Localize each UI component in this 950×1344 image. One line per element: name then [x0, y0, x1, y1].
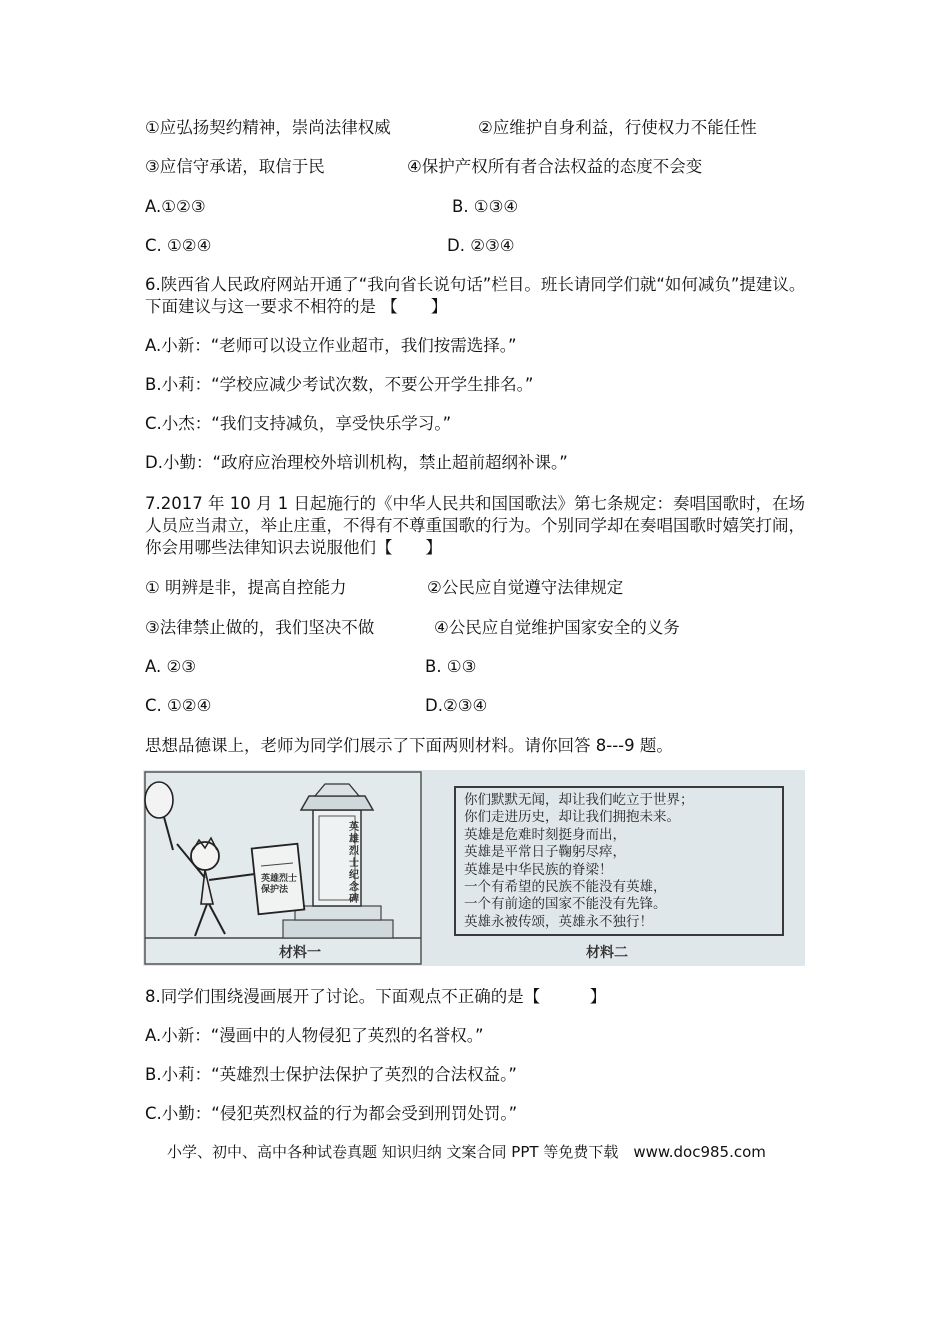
q6-choice-a: A.小新：“老师可以设立作业超市，我们按需选择。”	[145, 336, 517, 355]
q6-stem: 6.陕西省人民政府网站开通了“我向省长说句话”栏目。班长请同学们就“如何减负”提建议。下面建议与这一要求不相符的是 【 】	[145, 275, 806, 316]
q8-stem: 8.同学们围绕漫画展开了讨论。下面观点不正确的是【 】	[145, 987, 607, 1006]
law-book-label: 英雄烈士保护法	[261, 874, 298, 895]
page-footer: 小学、初中、高中各种试卷真题 知识归纳 文案合同 PPT 等免费下载 www.doc985.com	[167, 1143, 766, 1161]
material-figure	[143, 770, 805, 966]
cartoon-drawing	[143, 770, 423, 966]
q8-choice-b: B.小莉：“英雄烈士保护法保护了英烈的合法权益。”	[145, 1065, 517, 1084]
q5-choice-c: C. ①②④	[145, 236, 212, 255]
poem-line: 英雄是平常日子鞠躬尽瘁，	[464, 844, 626, 861]
q7-options-row1	[145, 577, 624, 599]
q7-stem: 7.2017 年 10 月 1 日起施行的《中华人民共和国国歌法》第七条规定：奏唱国歌时，在场人员应当肃立，举止庄重，不得有不尊重国歌的行为。个别同学却在奏唱国歌时嬉笑打闹，你会用哪些法律知识去说服他们【 】	[145, 494, 805, 557]
q7-choices-row2	[145, 695, 488, 717]
q8-choice-c: C.小勤：“侵犯英烈权益的行为都会受到刑罚处罚。”	[145, 1104, 518, 1123]
poem-panel	[436, 770, 805, 966]
q5-option-1: ①应弘扬契约精神，崇尚法律权威	[145, 118, 391, 137]
q7-choice-b: B. ①③	[425, 657, 477, 676]
q5-choices-row1	[145, 196, 519, 218]
poem-line: 一个有前途的国家不能没有先锋。	[464, 896, 667, 913]
poem-line: 一个有希望的民族不能没有英雄，	[464, 879, 667, 896]
cartoon-panel	[143, 770, 423, 966]
q6-choice-d: D.小勤：“政府应治理校外培训机构，禁止超前超纲补课。”	[145, 453, 568, 472]
q5-choices-row2	[145, 235, 515, 257]
q7-option-3: ③法律禁止做的，我们坚决不做	[145, 618, 375, 637]
q5-options-row2	[145, 156, 703, 178]
q8-choice-a: A.小新：“漫画中的人物侵犯了英烈的名誉权。”	[145, 1026, 484, 1045]
poem-line: 英雄是中华民族的脊梁！	[464, 861, 613, 878]
q7-choice-a: A. ②③	[145, 657, 197, 676]
q6-choice-c: C.小杰：“我们支持减负，享受快乐学习。”	[145, 414, 452, 433]
poem-line: 英雄是危难时刻挺身而出，	[464, 826, 626, 843]
q5-options-row1	[145, 117, 757, 139]
q5-choice-d: D. ②③④	[447, 236, 515, 255]
poem-box	[454, 786, 784, 936]
q5-option-2: ②应维护自身利益，行使权力不能任性	[478, 118, 757, 137]
poem-line: 你们走进历史，却让我们拥抱未来。	[464, 809, 680, 826]
q7-option-2: ②公民应自觉遵守法律规定	[427, 578, 624, 597]
q5-option-4: ④保护产权所有者合法权益的态度不会变	[407, 157, 703, 176]
poem-line: 你们默默无闻，却让我们屹立于世界；	[464, 792, 694, 808]
q6-choice-b: B.小莉：“学校应减少考试次数，不要公开学生排名。”	[145, 375, 534, 394]
q5-choice-a: A.①②③	[145, 197, 206, 216]
material-intro: 思想品德课上，老师为同学们展示了下面两则材料。请你回答 8---9 题。	[145, 736, 673, 755]
q7-choices-row1	[145, 656, 477, 678]
q7-choice-d: D.②③④	[425, 696, 488, 715]
poem-line: 英雄永被传颂，英雄永不独行！	[464, 913, 653, 930]
q5-option-3: ③应信守承诺，取信于民	[145, 157, 325, 176]
q7-options-row2	[145, 617, 680, 639]
q5-choice-b: B. ①③④	[452, 197, 519, 216]
caption-material-1: 材料一	[279, 945, 321, 961]
monument-label: 英雄烈士纪念碑	[349, 822, 359, 905]
q7-choice-c: C. ①②④	[145, 696, 212, 715]
q7-option-1: ① 明辨是非，提高自控能力	[145, 578, 347, 597]
caption-material-2: 材料二	[586, 945, 628, 961]
q7-option-4: ④公民应自觉维护国家安全的义务	[434, 618, 680, 637]
